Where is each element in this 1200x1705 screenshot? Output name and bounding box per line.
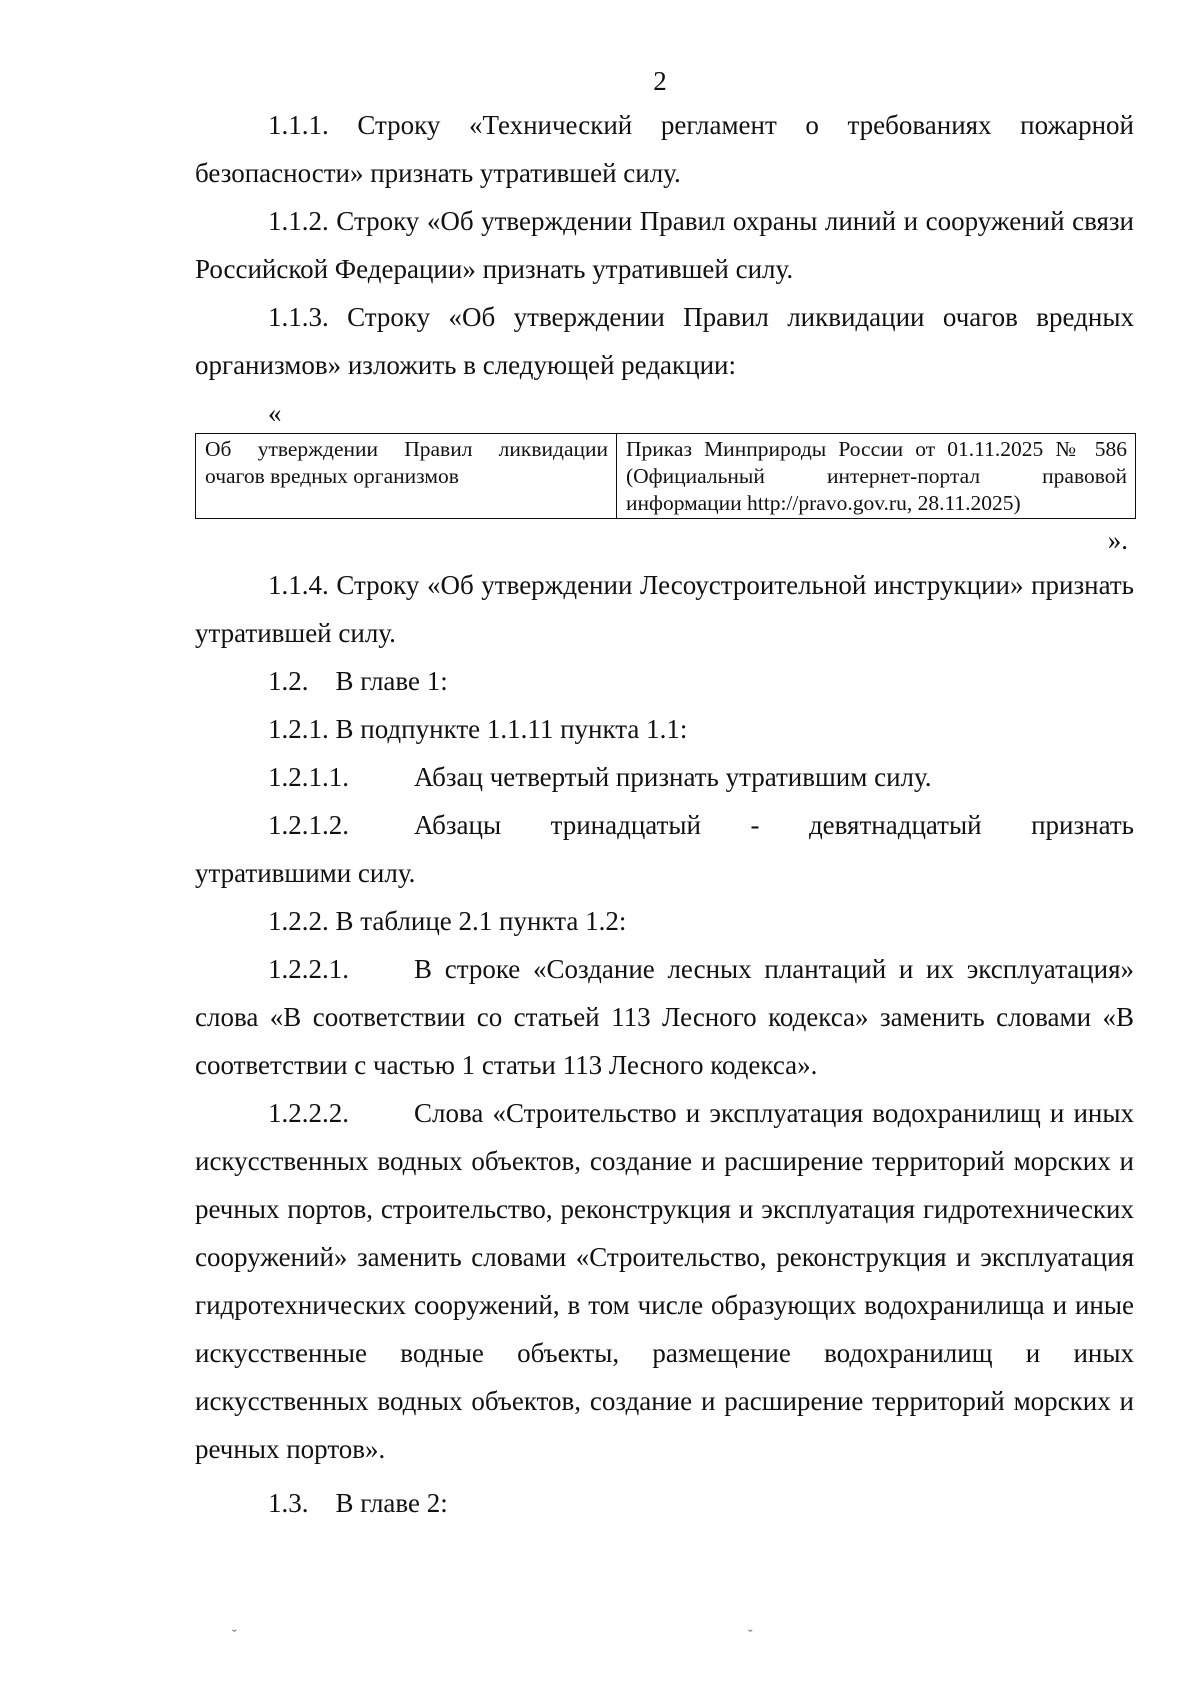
paragraph-1-1-2: 1.1.2. Строку «Об утверждении Правил охраны линий и сооружений связи Российской Федерации» признать утратившей силу. xyxy=(195,206,1134,284)
word: признать xyxy=(1031,810,1134,840)
word: девятнадцатый xyxy=(808,810,982,840)
paragraph-1-1-3: 1.1.3. Строку «Об утверждении Правил ликвидации очагов вредных организмов» изложить в следующей редакции: xyxy=(195,302,1134,380)
paragraph-1-2-1: 1.2.1. В подпункте 1.1.11 пункта 1.1: xyxy=(268,714,688,744)
closing-quote-mark: ». xyxy=(1107,525,1128,555)
paragraph-1-2-1-1 xyxy=(195,753,1134,801)
paragraph-1-2-1-2 xyxy=(195,801,1134,897)
item-number: 1.2.2.2. xyxy=(268,1098,349,1128)
opening-quote-mark: « xyxy=(268,398,282,428)
item-text: Абзац четвертый признать утратившим силу. xyxy=(414,762,932,792)
paragraph-1-2-2-1 xyxy=(195,945,1134,1089)
paragraph-1-2-2-2 xyxy=(195,1089,1134,1473)
item-number: 1.2.2.1. xyxy=(268,954,349,984)
scan-mark-left: ˘ xyxy=(232,1628,237,1643)
paragraph-first-line xyxy=(195,801,1134,849)
word: тринадцатый xyxy=(550,810,701,840)
table-row xyxy=(196,434,1136,519)
item-number: 1.2.1.1. xyxy=(268,762,349,792)
item-text: Слова «Строительство и эксплуатация водохранилищ и иных искусственных водных объектов, создание и расширение территорий морских и речных портов, строительство, реконструкция и эксплуатация гидротехнических сооружений» заменить словами «Строительство, реконструкция и эксплуатация гидротехнических сооружений, в том числе образующих водохранилища и иные искусственные водные объекты, размещение водохранилищ и иных искусственных водных объектов, создание и расширение территорий морских и речных портов». xyxy=(195,1098,1134,1464)
paragraph-continuation: утратившими силу. xyxy=(195,858,416,888)
document-body xyxy=(195,101,1134,1527)
table-cell-source: Приказ Минприроды России от 01.11.2025 № 586 (Официальный интернет-портал правовой информации http://pravo.gov.ru, 28.11.2025) xyxy=(617,434,1136,519)
page-number: 2 xyxy=(653,66,667,96)
paragraph-1-2: 1.2. В главе 1: xyxy=(268,666,448,696)
paragraph-1-1-4: 1.1.4. Строку «Об утверждении Лесоустроительной инструкции» признать утратившей силу. xyxy=(195,570,1134,648)
scan-mark-right: ˘ xyxy=(748,1628,753,1643)
paragraph-1-2-2: 1.2.2. В таблице 2.1 пункта 1.2: xyxy=(268,906,627,936)
item-number: 1.2.1.2. xyxy=(268,810,349,840)
paragraph-1-3: 1.3. В главе 2: xyxy=(268,1488,448,1518)
paragraph-1-1-1: 1.1.1. Строку «Технический регламент о требованиях пожарной безопасности» признать утратившей силу. xyxy=(195,110,1134,188)
word: Абзацы xyxy=(414,810,502,840)
item-text: В строке «Создание лесных плантаций и их эксплуатация» слова «В соответствии со статьей 113 Лесного кодекса» заменить словами «В соответствии с частью 1 статьи 113 Лесного кодекса». xyxy=(195,954,1134,1080)
amendment-table xyxy=(195,433,1136,519)
table-cell-title: Об утверждении Правил ликвидации очагов вредных организмов xyxy=(196,434,617,519)
word: - xyxy=(750,810,760,840)
